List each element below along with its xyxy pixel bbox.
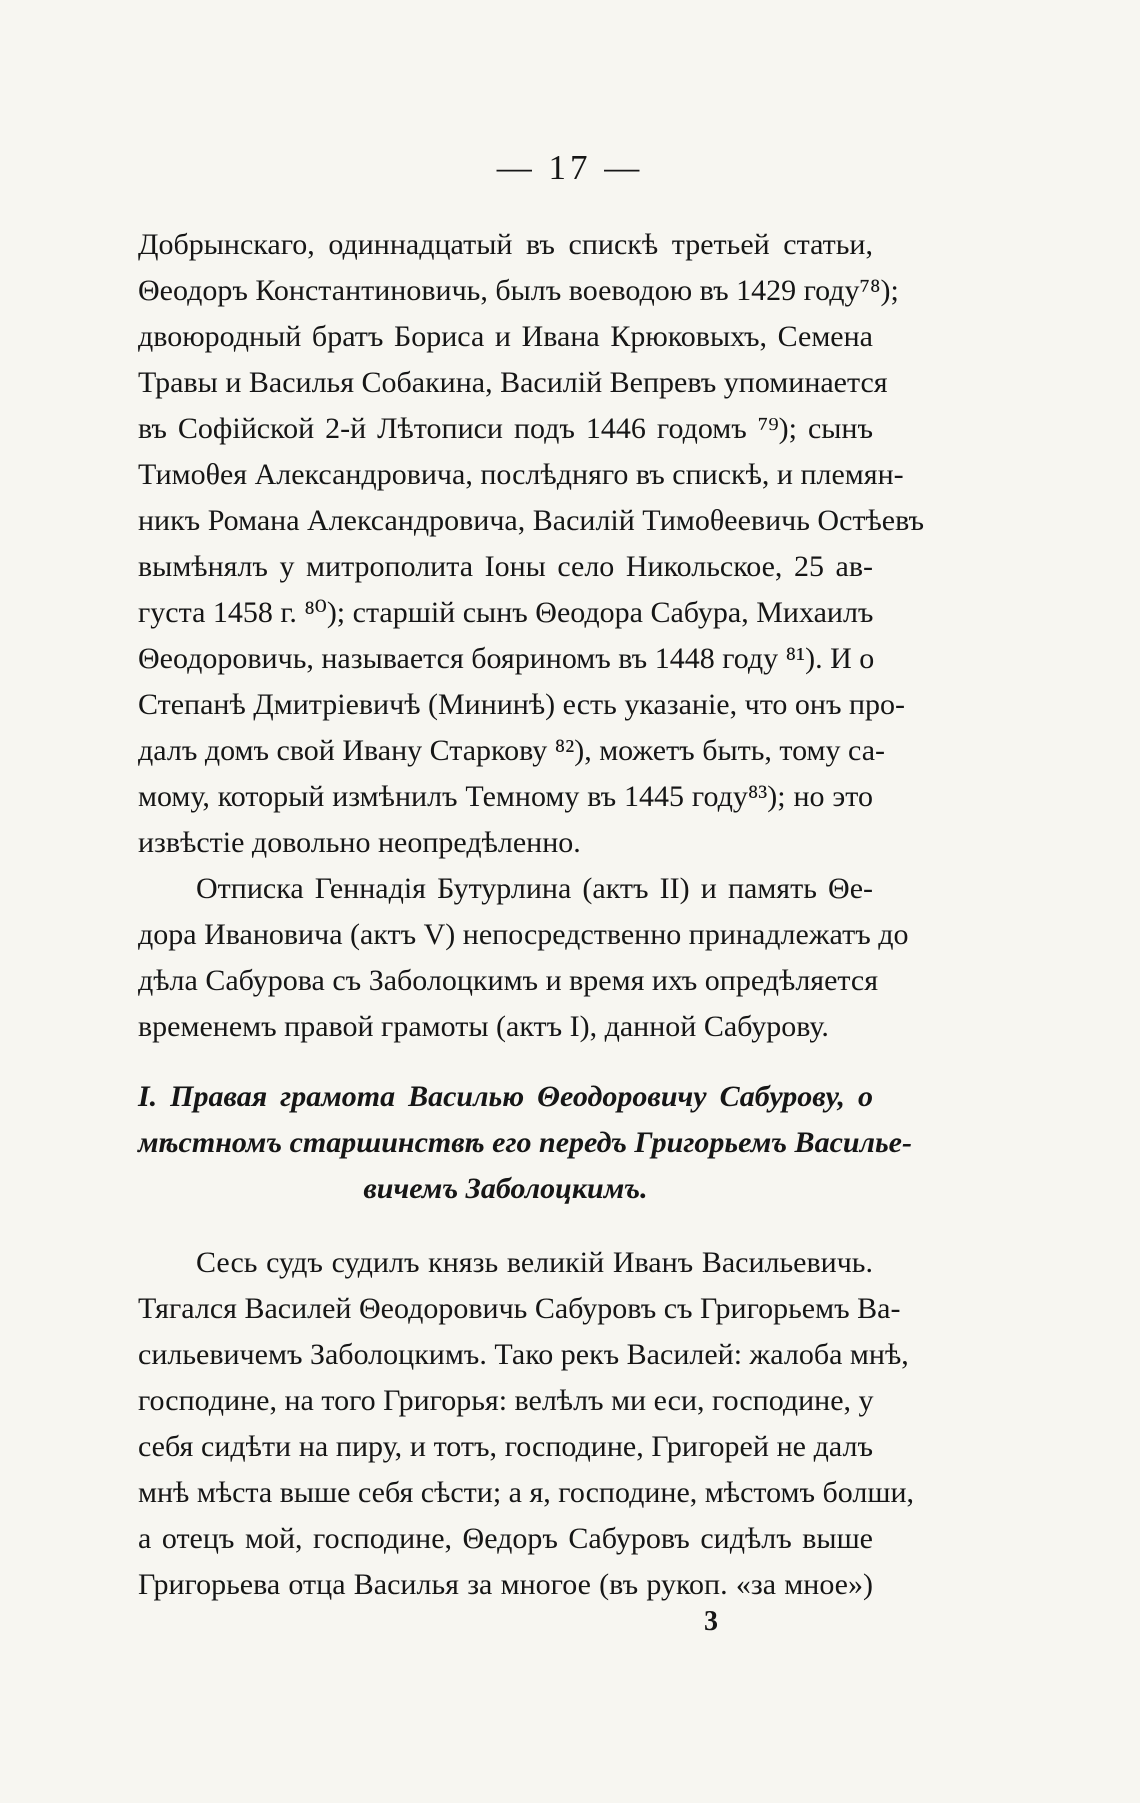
text-line: Отписка Геннадія Бутурлина (актъ II) и память Θе- xyxy=(196,872,873,905)
text-line: въ Софійской 2-й Лѣтописи подъ 1446 годомъ ⁷⁹); сынъ xyxy=(138,412,873,445)
text-line: Тягался Василей Θеодоровичь Сабуровъ съ Григорьемъ Ва- xyxy=(138,1292,901,1325)
section-heading: I. Правая грамота Василью Θеодоровичу Сабурову, о xyxy=(138,1080,873,1113)
page-number: — 17 — xyxy=(496,148,644,187)
text-line: извѣстіе довольно неопредѣленно. xyxy=(138,826,581,859)
text-line: Θеодоръ Константиновичь, былъ воеводою въ 1429 году⁷⁸); xyxy=(138,274,899,307)
text-line: Добрынскаго, одиннадцатый въ спискѣ третьей статьи, xyxy=(138,228,873,261)
text-line: себя сидѣти на пиру, и тотъ, господине, Григорей не далъ xyxy=(138,1430,873,1463)
text-line: мому, который измѣнилъ Темному въ 1445 году⁸³); но это xyxy=(138,780,873,813)
text-line: густа 1458 г. ⁸⁰); старшій сынъ Θеодора Сабура, Михаилъ xyxy=(138,596,874,629)
text-line: Тимоθея Александровича, послѣдняго въ спискѣ, и племян- xyxy=(138,458,904,491)
text-line: Сесь судъ судилъ князь великій Иванъ Васильевичь. xyxy=(196,1246,873,1279)
text-line: дора Ивановича (актъ V) непосредственно принадлежатъ до xyxy=(138,918,909,951)
text-line: далъ домъ свой Ивану Старкову ⁸²), можетъ быть, тому са- xyxy=(138,734,886,767)
text-line: никъ Романа Александровича, Василій Тимоθеевичь Остѣевъ xyxy=(138,504,925,537)
text-line: Травы и Василья Собакина, Василій Вепревъ упоминается xyxy=(138,366,888,399)
text-line: господине, на того Григорья: велѣлъ ми еси, господине, у xyxy=(138,1384,874,1417)
text-line: дѣла Сабурова съ Заболоцкимъ и время ихъ опредѣляется xyxy=(138,964,879,997)
text-line: а отецъ мой, господине, Θедоръ Сабуровъ сидѣлъ выше xyxy=(138,1522,873,1555)
text-line: Григорьева отца Василья за многое (въ рукоп. «за мное») xyxy=(138,1568,873,1601)
text-line: мнѣ мѣста выше себя сѣсти; а я, господине, мѣстомъ болши, xyxy=(138,1476,915,1509)
text-line: Степанѣ Дмитріевичѣ (Мининѣ) есть указаніе, что онъ про- xyxy=(138,688,906,721)
section-heading: вичемъ Заболоцкимъ. xyxy=(363,1172,648,1205)
section-heading: мѣстномъ старшинствѣ его передъ Григорьемъ Василье- xyxy=(138,1126,912,1159)
text-line: временемъ правой грамоты (актъ I), данной Сабурову. xyxy=(138,1010,829,1043)
text-line: двоюродный братъ Бориса и Ивана Крюковыхъ, Семена xyxy=(138,320,873,353)
text-line: сильевичемъ Заболоцкимъ. Тако рекъ Василей: жалоба мнѣ, xyxy=(138,1338,909,1371)
text-line: вымѣнялъ у митрополита Іоны село Никольское, 25 ав- xyxy=(138,550,873,583)
text-line: Θеодоровичь, называется бояриномъ въ 1448 году ⁸¹). И о xyxy=(138,642,875,675)
signature-mark: 3 xyxy=(704,1606,718,1637)
